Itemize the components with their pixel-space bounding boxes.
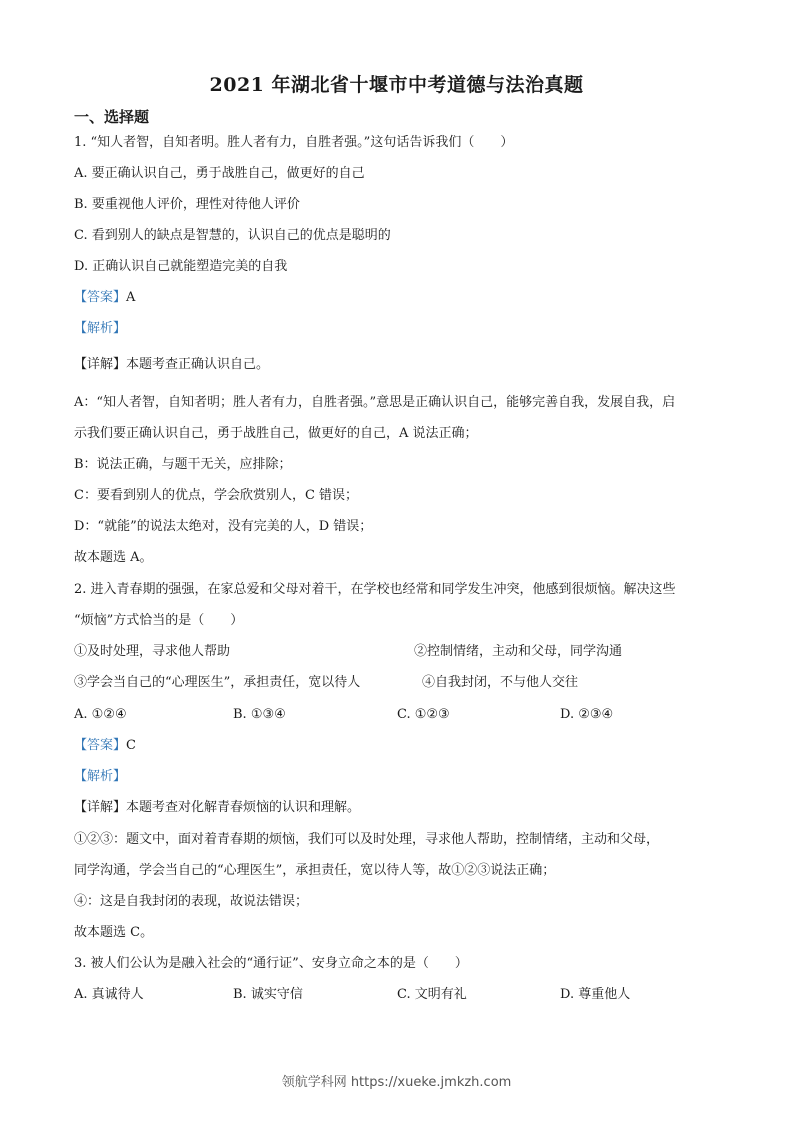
q2-conclusion: 故本题选 C。 (74, 925, 154, 940)
q1-explain-a-line1: A：“知人者智，自知者明；胜人者有力，自胜者强。”意思是正确认识自己，能够完善自我，发展自我，启 (74, 395, 676, 410)
page-footer: 领航学科网 https://xueke.jmkzh.com (281, 1075, 512, 1090)
q2-option-c: C. ①②③ (397, 707, 450, 722)
q3-stem: 3. 被人们公认为是融入社会的“通行证”、安身立命之本的是（ ） (74, 956, 468, 971)
answer-label: 【答案】 (74, 738, 127, 753)
q2-statement-2: ②控制情绪，主动和父母，同学沟通 (414, 644, 623, 659)
q1-option-d: D. 正确认识自己就能塑造完美的自我 (74, 259, 288, 274)
q2-statement-1: ①及时处理，寻求他人帮助 (74, 644, 231, 659)
q1-explain-a-line2: 示我们要正确认识自己，勇于战胜自己，做更好的自己，A 说法正确； (74, 426, 478, 441)
q2-explain-line1: ①②③：题文中，面对着青春期的烦恼，我们可以及时处理，寻求他人帮助，控制情绪，主动和父母， (74, 832, 660, 847)
q1-option-c: C. 看到别人的缺点是智慧的，认识自己的优点是聪明的 (74, 228, 391, 243)
q2-stem-line2: “烦恼”方式恰当的是（ ） (74, 613, 244, 628)
answer-value: C (126, 738, 136, 753)
q1-stem: 1. “知人者智，自知者明。胜人者有力，自胜者强。”这句话告诉我们（ ） (74, 135, 514, 150)
q3-option-c: C. 文明有礼 (397, 987, 467, 1002)
q1-option-b: B. 要重视他人评价，理性对待他人评价 (74, 197, 300, 212)
q3-option-d: D. 尊重他人 (560, 987, 631, 1002)
q2-stem-line1: 2. 进入青春期的强强，在家总爱和父母对着干，在学校也经常和同学发生冲突，他感到很烦恼。解决这些 (74, 582, 676, 597)
q1-explain-d: D：“就能”的说法太绝对，没有完美的人，D 错误； (74, 519, 373, 534)
q2-answer (74, 737, 136, 755)
q2-statement-3: ③学会当自己的“心理医生”，承担责任，宽以待人 (74, 675, 361, 690)
q2-explain-line3: ④：这是自我封闭的表现，故说法错误； (74, 894, 309, 909)
q1-detail: 【详解】本题考查正确认识自己。 (74, 357, 270, 372)
q2-statement-4: ④自我封闭，不与他人交往 (422, 675, 579, 690)
q1-answer (74, 289, 135, 307)
q2-option-d: D. ②③④ (560, 707, 614, 722)
q2-detail: 【详解】本题考查对化解青春烦恼的认识和理解。 (74, 800, 361, 815)
q1-option-a: A. 要正确认识自己，勇于战胜自己，做更好的自己 (74, 166, 365, 181)
q3-option-b: B. 诚实守信 (233, 987, 303, 1002)
q2-option-b: B. ①③④ (233, 707, 286, 722)
q1-explain-c: C：要看到别人的优点，学会欣赏别人，C 错误； (74, 488, 359, 503)
q2-analysis-label: 【解析】 (74, 769, 127, 784)
q2-explain-line2: 同学沟通，学会当自己的“心理医生”，承担责任，宽以待人等，故①②③说法正确； (74, 863, 556, 878)
section-heading: 一、选择题 (74, 108, 150, 126)
q1-conclusion: 故本题选 A。 (74, 550, 153, 565)
q3-option-a: A. 真诚待人 (74, 987, 144, 1002)
answer-label: 【答案】 (74, 290, 127, 305)
page-title: 2021 年湖北省十堰市中考道德与法治真题 (209, 74, 584, 96)
answer-value: A (126, 290, 136, 305)
q1-explain-b: B：说法正确，与题干无关，应排除； (74, 457, 292, 472)
q1-analysis-label: 【解析】 (74, 321, 127, 336)
q2-option-a: A. ①②④ (74, 707, 127, 722)
